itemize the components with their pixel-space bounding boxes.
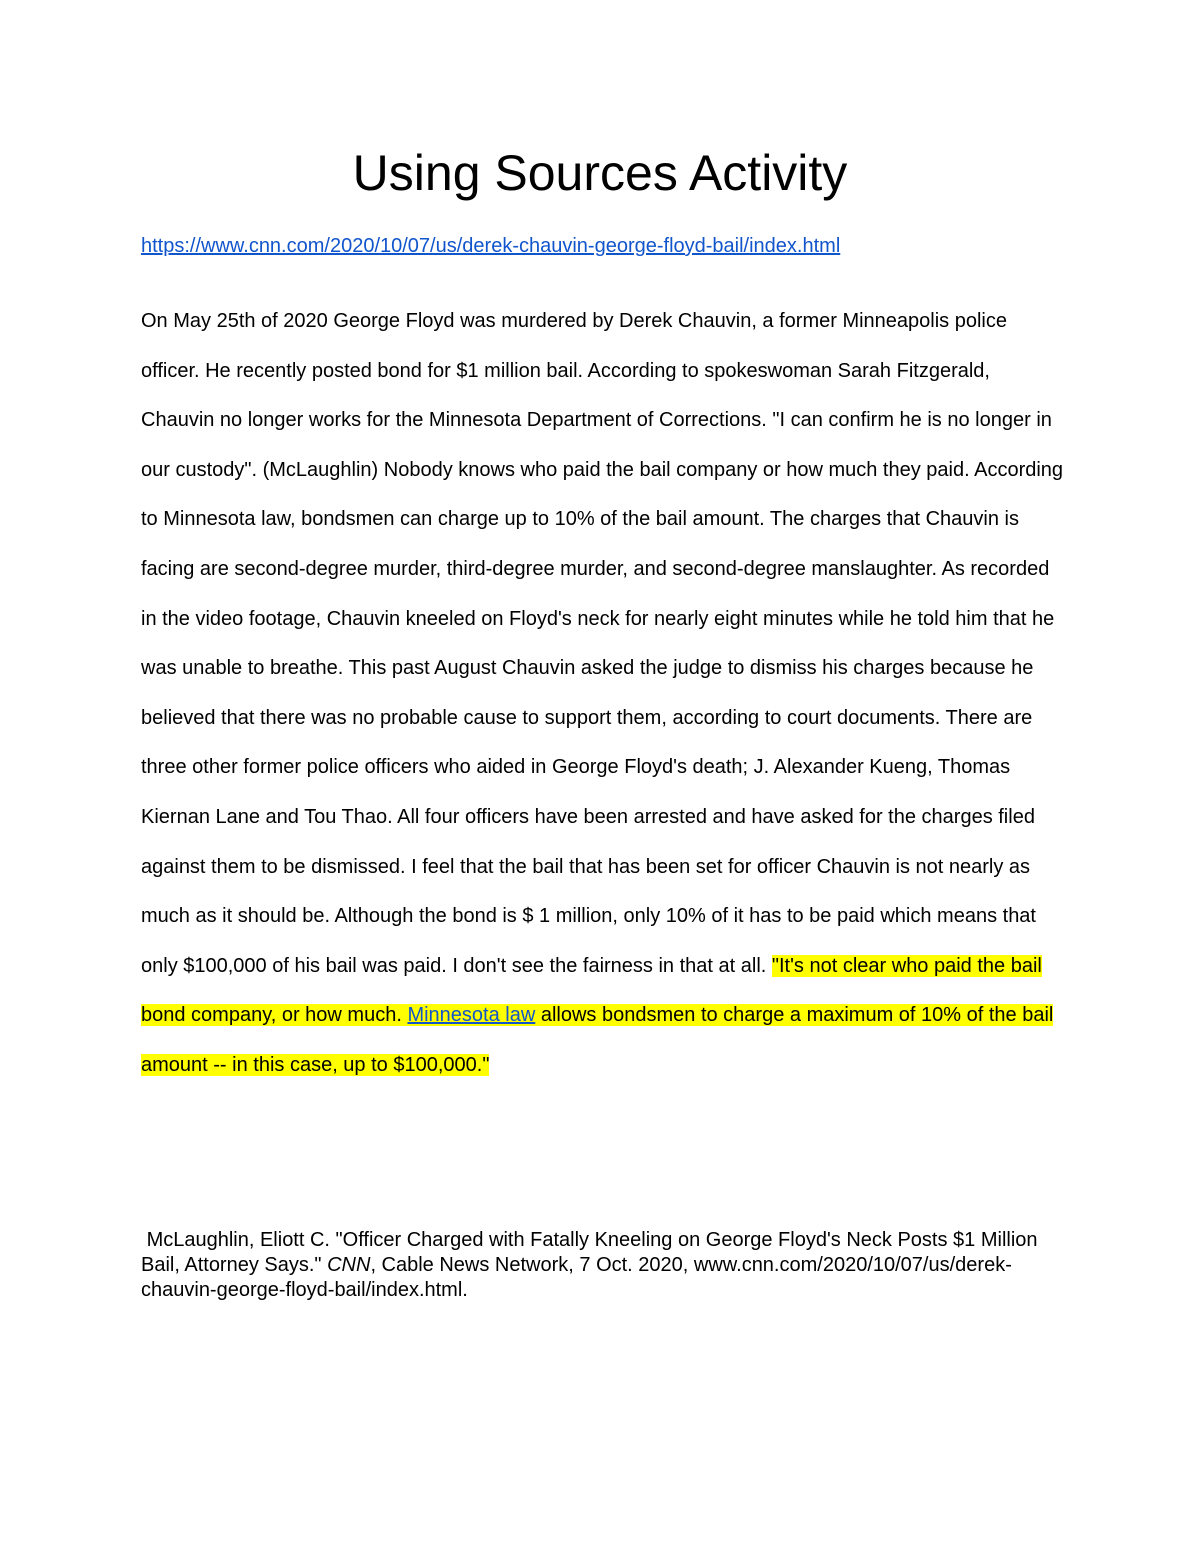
works-cited-entry	[141, 1228, 1066, 1303]
citation-lead: McLaughlin, Eliott C. "Officer Charged with Fatally Kneeling on George Floyd's Neck Posts $1 Million Bail, Attorney Says."	[141, 1229, 1038, 1276]
body-paragraph	[141, 297, 1066, 1091]
minnesota-law-link[interactable]: Minnesota law	[407, 1004, 536, 1027]
highlighted-quote-end: allows bondsmen to charge a maximum of 10% of the bail amount -- in this case, up to $100,000."	[141, 1004, 1054, 1076]
source-url-link[interactable]: https://www.cnn.com/2020/10/07/us/derek-chauvin-george-floyd-bail/index.html	[141, 235, 841, 257]
highlighted-quote-start: "It's not clear who paid the bail bond company, or how much.	[141, 954, 1042, 1027]
page-title: Using Sources Activity	[352, 145, 848, 201]
citation-publication: CNN	[327, 1254, 371, 1276]
citation-tail: , Cable News Network, 7 Oct. 2020, www.cnn.com/2020/10/07/us/derek-chauvin-george-floyd-bail/index.html.	[141, 1254, 1012, 1301]
body-text: On May 25th of 2020 George Floyd was murdered by Derek Chauvin, a former Minneapolis police officer. He recently posted bond for $1 million bail. According to spokeswoman Sarah Fitzgerald, Chauvin no longer works for the Minnesota Department of Corrections. "I can confirm he is no longer in our custody". (McLaughlin) Nobody knows who paid the bail company or how much they paid. According to Minnesota law, bondsmen can charge up to 10% of the bail amount. The charges that Chauvin is facing are second-degree murder, third-degree murder, and second-degree manslaughter. As recorded in the video footage, Chauvin kneeled on Floyd's neck for nearly eight minutes while he told him that he was unable to breathe. This past August Chauvin asked the judge to dismiss his charges because he believed that there was no probable cause to support them, according to court documents. There are three other former police officers who aided in George Floyd's death; J. Alexander Kueng, Thomas Kiernan Lane and Tou Thao. All four officers have been arrested and have asked for the charges filed against them to be dismissed. I feel that the bail that has been set for officer Chauvin is not nearly as much as it should be. Although the bond is $ 1 million, only 10% of it has to be paid which means that only $100,000 of his bail was paid. I don't see the fairness in that at all.	[141, 310, 1064, 977]
